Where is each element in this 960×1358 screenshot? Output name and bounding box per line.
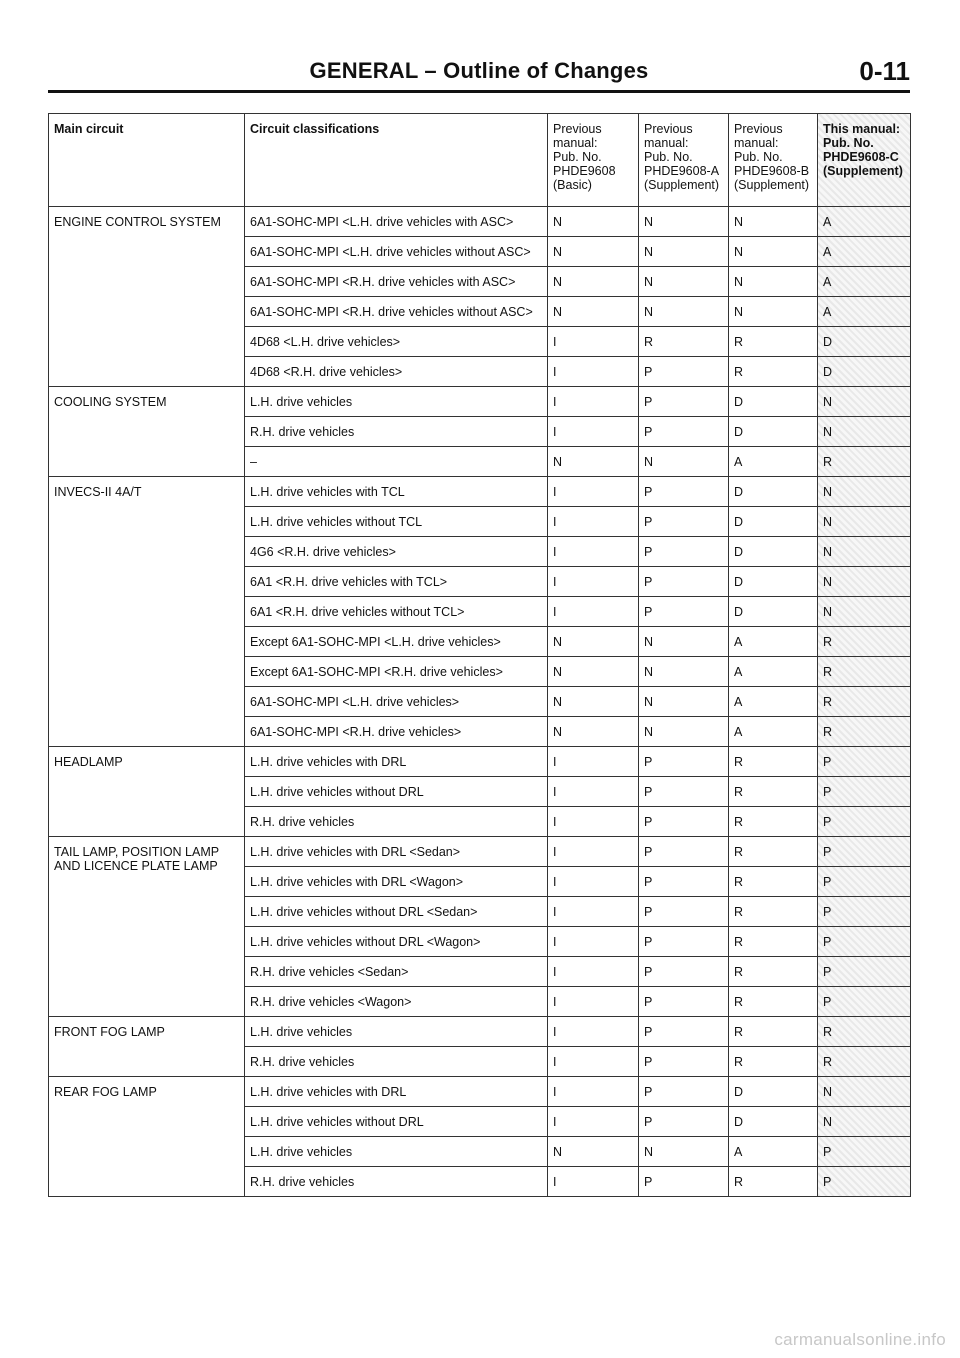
header-line: PHDE9608 xyxy=(553,164,616,178)
header-line: Previous xyxy=(644,122,693,136)
change-code-cell: P xyxy=(639,807,729,837)
change-code-cell: I xyxy=(548,1017,639,1047)
prev-basic-header xyxy=(548,114,639,207)
header-line: (Supplement) xyxy=(734,178,810,192)
table-row xyxy=(49,387,911,417)
change-code-cell: I xyxy=(548,1167,639,1197)
change-code-cell: R xyxy=(729,747,818,777)
change-code-cell: I xyxy=(548,837,639,867)
change-code-cell: I xyxy=(548,507,639,537)
change-code-cell: A xyxy=(818,207,911,237)
main-circuit-header: Main circuit xyxy=(49,114,245,207)
change-code-cell: P xyxy=(639,867,729,897)
change-code-cell: I xyxy=(548,597,639,627)
change-code-cell: N xyxy=(639,717,729,747)
change-code-cell: A xyxy=(729,447,818,477)
change-code-cell: I xyxy=(548,357,639,387)
header-line: Pub. No. xyxy=(553,150,602,164)
header-line: Pub. No. xyxy=(644,150,693,164)
header-line: manual: xyxy=(644,136,689,150)
change-code-cell: N xyxy=(729,267,818,297)
change-code-cell: P xyxy=(818,1167,911,1197)
change-code-cell: P xyxy=(639,537,729,567)
change-code-cell: P xyxy=(639,1107,729,1137)
change-code-cell: R xyxy=(818,447,911,477)
change-code-cell: N xyxy=(818,417,911,447)
circuit-classifications-header: Circuit classifications xyxy=(245,114,548,207)
main-circuit-line: AND LICENCE PLATE LAMP xyxy=(54,859,218,873)
change-code-cell: N xyxy=(639,237,729,267)
header-line: manual: xyxy=(734,136,779,150)
change-code-cell: R xyxy=(729,987,818,1017)
main-circuit-line: FRONT FOG LAMP xyxy=(54,1025,165,1039)
change-code-cell: I xyxy=(548,387,639,417)
change-code-cell: A xyxy=(818,267,911,297)
change-code-cell: N xyxy=(818,507,911,537)
change-code-cell: A xyxy=(729,717,818,747)
change-code-cell: D xyxy=(729,417,818,447)
change-code-cell: P xyxy=(818,837,911,867)
change-code-cell: D xyxy=(729,1107,818,1137)
change-code-cell: D xyxy=(729,567,818,597)
change-code-cell: I xyxy=(548,1107,639,1137)
change-code-cell: R xyxy=(729,777,818,807)
change-code-cell: P xyxy=(639,897,729,927)
change-code-cell: P xyxy=(818,927,911,957)
change-code-cell: A xyxy=(818,297,911,327)
page-number: 0-11 xyxy=(859,56,910,86)
change-code-cell: P xyxy=(639,927,729,957)
main-circuit-line: REAR FOG LAMP xyxy=(54,1085,157,1099)
header-line: This manual: xyxy=(823,122,901,136)
change-code-cell: A xyxy=(729,627,818,657)
circuit-classification-cell: R.H. drive vehicles <Sedan> xyxy=(245,957,548,987)
circuit-classification-cell: L.H. drive vehicles without DRL <Wagon> xyxy=(245,927,548,957)
header-line: (Basic) xyxy=(553,178,592,192)
main-circuit-line: HEADLAMP xyxy=(54,755,123,769)
circuit-classification-cell: 6A1-SOHC-MPI <L.H. drive vehicles without ASC> xyxy=(245,237,548,267)
header-line: PHDE9608-C xyxy=(823,150,899,164)
change-code-cell: P xyxy=(639,837,729,867)
change-code-cell: N xyxy=(729,237,818,267)
main-circuit-cell xyxy=(49,837,245,1017)
change-code-cell: P xyxy=(639,417,729,447)
change-code-cell: D xyxy=(818,357,911,387)
change-code-cell: I xyxy=(548,867,639,897)
page-header xyxy=(48,58,910,92)
change-code-cell: R xyxy=(729,357,818,387)
circuit-classification-cell: L.H. drive vehicles without DRL xyxy=(245,777,548,807)
watermark: carmanualsonline.info xyxy=(774,1330,946,1349)
header-line: Previous xyxy=(734,122,783,136)
circuit-classification-cell: L.H. drive vehicles with TCL xyxy=(245,477,548,507)
circuit-classification-cell: L.H. drive vehicles without DRL <Sedan> xyxy=(245,897,548,927)
change-code-cell: I xyxy=(548,417,639,447)
change-code-cell: D xyxy=(729,537,818,567)
change-code-cell: R xyxy=(818,717,911,747)
prev-b-header xyxy=(729,114,818,207)
change-code-cell: R xyxy=(729,1017,818,1047)
change-code-cell: D xyxy=(729,387,818,417)
circuit-classification-cell: R.H. drive vehicles xyxy=(245,417,548,447)
change-code-cell: N xyxy=(548,207,639,237)
table-row xyxy=(49,477,911,507)
main-circuit-line: TAIL LAMP, POSITION LAMP xyxy=(54,845,220,859)
circuit-classification-cell: L.H. drive vehicles with DRL <Sedan> xyxy=(245,837,548,867)
circuit-classification-cell: R.H. drive vehicles xyxy=(245,807,548,837)
change-code-cell: I xyxy=(548,327,639,357)
change-code-cell: N xyxy=(639,297,729,327)
change-code-cell: I xyxy=(548,987,639,1017)
circuit-classification-cell: Except 6A1-SOHC-MPI <L.H. drive vehicles> xyxy=(245,627,548,657)
change-code-cell: N xyxy=(548,717,639,747)
header-line: Pub. No. xyxy=(734,150,783,164)
change-code-cell: N xyxy=(729,297,818,327)
change-code-cell: P xyxy=(639,1167,729,1197)
change-code-cell: P xyxy=(639,477,729,507)
change-code-cell: N xyxy=(818,1107,911,1137)
change-code-cell: I xyxy=(548,567,639,597)
circuit-classification-cell: 6A1 <R.H. drive vehicles without TCL> xyxy=(245,597,548,627)
circuit-classification-cell: L.H. drive vehicles with DRL xyxy=(245,1077,548,1107)
header-line: Previous xyxy=(553,122,602,136)
circuit-classification-cell: R.H. drive vehicles <Wagon> xyxy=(245,987,548,1017)
change-code-cell: R xyxy=(729,927,818,957)
circuit-classification-cell: 4G6 <R.H. drive vehicles> xyxy=(245,537,548,567)
circuit-classification-cell: L.H. drive vehicles with DRL <Wagon> xyxy=(245,867,548,897)
table-row xyxy=(49,207,911,237)
change-code-cell: N xyxy=(818,1077,911,1107)
change-code-cell: P xyxy=(639,567,729,597)
change-code-cell: P xyxy=(818,957,911,987)
change-code-cell: D xyxy=(729,507,818,537)
change-code-cell: D xyxy=(729,1077,818,1107)
change-code-cell: I xyxy=(548,747,639,777)
change-code-cell: R xyxy=(729,837,818,867)
header-line: Pub. No. xyxy=(823,136,874,150)
change-code-cell: I xyxy=(548,477,639,507)
change-code-cell: N xyxy=(548,657,639,687)
circuit-classification-cell: L.H. drive vehicles xyxy=(245,1017,548,1047)
circuit-classification-cell: 4D68 <R.H. drive vehicles> xyxy=(245,357,548,387)
change-code-cell: R xyxy=(729,1047,818,1077)
main-circuit-cell xyxy=(49,387,245,477)
change-code-cell: R xyxy=(729,897,818,927)
change-code-cell: N xyxy=(639,627,729,657)
main-circuit-cell xyxy=(49,1077,245,1197)
circuit-classification-cell: R.H. drive vehicles xyxy=(245,1047,548,1077)
change-code-cell: N xyxy=(639,657,729,687)
change-code-cell: P xyxy=(639,747,729,777)
change-code-cell: P xyxy=(818,867,911,897)
change-code-cell: R xyxy=(729,1167,818,1197)
change-code-cell: R xyxy=(818,1047,911,1077)
change-code-cell: N xyxy=(548,447,639,477)
table-row xyxy=(49,1077,911,1107)
change-code-cell: I xyxy=(548,1077,639,1107)
change-code-cell: I xyxy=(548,897,639,927)
change-code-cell: R xyxy=(818,627,911,657)
table-row xyxy=(49,837,911,867)
change-code-cell: I xyxy=(548,927,639,957)
change-code-cell: N xyxy=(639,267,729,297)
change-code-cell: N xyxy=(548,627,639,657)
main-circuit-cell xyxy=(49,1017,245,1077)
table-body xyxy=(49,207,911,1197)
change-code-cell: R xyxy=(818,657,911,687)
circuit-classification-cell: L.H. drive vehicles without DRL xyxy=(245,1107,548,1137)
main-circuit-cell xyxy=(49,477,245,747)
change-code-cell: N xyxy=(548,1137,639,1167)
change-code-cell: D xyxy=(818,327,911,357)
change-code-cell: I xyxy=(548,807,639,837)
change-code-cell: P xyxy=(639,987,729,1017)
change-code-cell: A xyxy=(818,237,911,267)
change-code-cell: N xyxy=(729,207,818,237)
change-code-cell: N xyxy=(639,687,729,717)
table-row xyxy=(49,747,911,777)
prev-a-header xyxy=(639,114,729,207)
change-code-cell: N xyxy=(548,267,639,297)
change-code-cell: P xyxy=(818,1137,911,1167)
change-code-cell: D xyxy=(729,477,818,507)
change-code-cell: P xyxy=(818,777,911,807)
circuit-classification-cell: 6A1-SOHC-MPI <R.H. drive vehicles with ASC> xyxy=(245,267,548,297)
circuit-classification-cell: 6A1-SOHC-MPI <L.H. drive vehicles with ASC> xyxy=(245,207,548,237)
main-circuit-line: ENGINE CONTROL SYSTEM xyxy=(54,215,221,229)
change-code-cell: P xyxy=(818,897,911,927)
header-line: PHDE9608-A xyxy=(644,164,720,178)
change-code-cell: I xyxy=(548,777,639,807)
change-code-cell: A xyxy=(729,687,818,717)
change-code-cell: P xyxy=(639,1077,729,1107)
change-code-cell: N xyxy=(818,597,911,627)
main-circuit-cell xyxy=(49,207,245,387)
change-code-cell: R xyxy=(729,807,818,837)
outline-of-changes-table xyxy=(48,113,911,1197)
circuit-classification-cell: L.H. drive vehicles with DRL xyxy=(245,747,548,777)
change-code-cell: P xyxy=(639,387,729,417)
change-code-cell: P xyxy=(639,597,729,627)
main-circuit-line: INVECS-II 4A/T xyxy=(54,485,142,499)
circuit-classification-cell: 6A1-SOHC-MPI <R.H. drive vehicles without ASC> xyxy=(245,297,548,327)
change-code-cell: P xyxy=(639,957,729,987)
change-code-cell: N xyxy=(639,207,729,237)
change-code-cell: P xyxy=(818,987,911,1017)
change-code-cell: N xyxy=(548,297,639,327)
table-header-row xyxy=(49,114,911,207)
change-code-cell: I xyxy=(548,1047,639,1077)
change-code-cell: R xyxy=(729,327,818,357)
change-code-cell: R xyxy=(639,327,729,357)
circuit-classification-cell: 6A1-SOHC-MPI <R.H. drive vehicles> xyxy=(245,717,548,747)
header-line: (Supplement) xyxy=(644,178,720,192)
change-code-cell: R xyxy=(729,867,818,897)
change-code-cell: N xyxy=(818,537,911,567)
change-code-cell: P xyxy=(639,507,729,537)
circuit-classification-cell: L.H. drive vehicles xyxy=(245,1137,548,1167)
circuit-classification-cell: Except 6A1-SOHC-MPI <R.H. drive vehicles> xyxy=(245,657,548,687)
change-code-cell: N xyxy=(639,1137,729,1167)
circuit-classification-cell: – xyxy=(245,447,548,477)
header-line: manual: xyxy=(553,136,598,150)
main-circuit-cell xyxy=(49,747,245,837)
change-code-cell: I xyxy=(548,957,639,987)
header-rule xyxy=(48,90,910,93)
circuit-classification-cell: 4D68 <L.H. drive vehicles> xyxy=(245,327,548,357)
change-code-cell: P xyxy=(639,1047,729,1077)
circuit-classification-cell: 6A1 <R.H. drive vehicles with TCL> xyxy=(245,567,548,597)
change-code-cell: P xyxy=(639,357,729,387)
circuit-classification-cell: 6A1-SOHC-MPI <L.H. drive vehicles> xyxy=(245,687,548,717)
change-code-cell: P xyxy=(818,807,911,837)
circuit-classification-cell: L.H. drive vehicles xyxy=(245,387,548,417)
change-code-cell: R xyxy=(818,687,911,717)
page-title: GENERAL – Outline of Changes xyxy=(309,58,649,83)
change-code-cell: N xyxy=(818,387,911,417)
change-code-cell: P xyxy=(818,747,911,777)
circuit-classification-cell: R.H. drive vehicles xyxy=(245,1167,548,1197)
change-code-cell: A xyxy=(729,1137,818,1167)
header-line: PHDE9608-B xyxy=(734,164,810,178)
table-row xyxy=(49,1017,911,1047)
change-code-cell: D xyxy=(729,597,818,627)
change-code-cell: P xyxy=(639,1017,729,1047)
change-code-cell: N xyxy=(548,687,639,717)
change-code-cell: R xyxy=(818,1017,911,1047)
this-manual-header xyxy=(818,114,911,207)
change-code-cell: N xyxy=(818,477,911,507)
change-code-cell: P xyxy=(639,777,729,807)
main-circuit-line: COOLING SYSTEM xyxy=(54,395,167,409)
change-code-cell: R xyxy=(729,957,818,987)
change-code-cell: I xyxy=(548,537,639,567)
circuit-classification-cell: L.H. drive vehicles without TCL xyxy=(245,507,548,537)
change-code-cell: A xyxy=(729,657,818,687)
change-code-cell: N xyxy=(639,447,729,477)
change-code-cell: N xyxy=(548,237,639,267)
change-code-cell: N xyxy=(818,567,911,597)
header-line: (Supplement) xyxy=(823,164,903,178)
